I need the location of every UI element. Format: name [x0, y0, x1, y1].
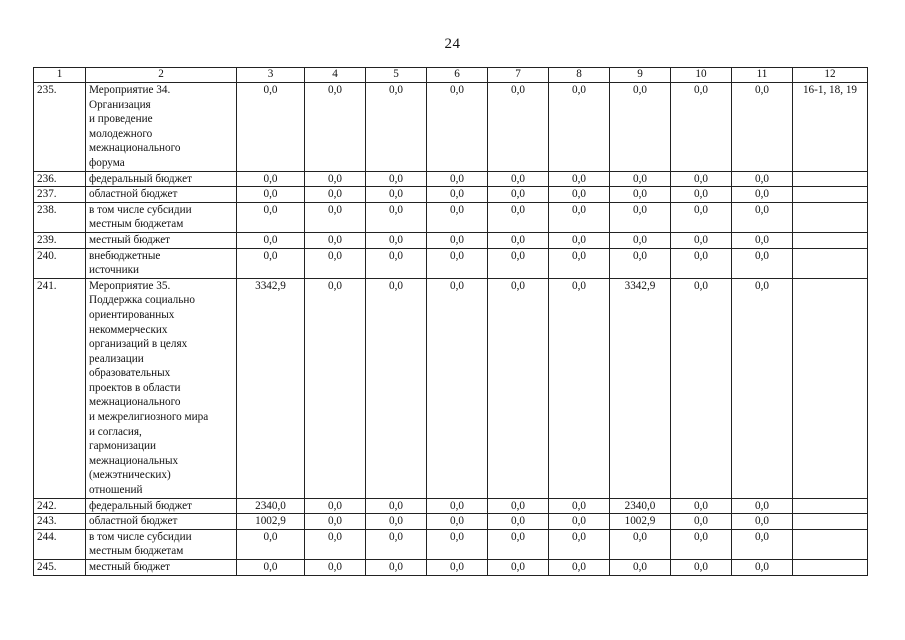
row-name: местный бюджет — [86, 232, 237, 248]
value-cell-col-3: 0,0 — [237, 171, 305, 187]
row-number: 244. — [34, 529, 86, 559]
value-cell-col-9: 0,0 — [610, 187, 671, 203]
value-cell-col-5: 0,0 — [366, 248, 427, 278]
table-body — [34, 83, 868, 576]
value-cell-col-11: 0,0 — [732, 498, 793, 514]
value-cell-col-7: 0,0 — [488, 187, 549, 203]
value-cell-col-11: 0,0 — [732, 560, 793, 576]
value-cell-col-8: 0,0 — [549, 248, 610, 278]
value-cell-col-3: 0,0 — [237, 202, 305, 232]
value-cell-col-11: 0,0 — [732, 278, 793, 498]
row-number: 239. — [34, 232, 86, 248]
column-header-8: 8 — [549, 68, 610, 83]
value-cell-col-7: 0,0 — [488, 560, 549, 576]
value-cell-col-5: 0,0 — [366, 187, 427, 203]
value-cell-col-11: 0,0 — [732, 171, 793, 187]
value-cell-col-4: 0,0 — [305, 560, 366, 576]
value-cell-col-3: 1002,9 — [237, 514, 305, 530]
value-cell-col-4: 0,0 — [305, 232, 366, 248]
table-row — [34, 278, 868, 498]
value-cell-col-11: 0,0 — [732, 514, 793, 530]
value-cell-col-9: 0,0 — [610, 83, 671, 172]
value-cell-col-9: 0,0 — [610, 248, 671, 278]
table-row — [34, 514, 868, 530]
value-cell-col-6: 0,0 — [427, 248, 488, 278]
column-header-12: 12 — [793, 68, 868, 83]
value-cell-col-8: 0,0 — [549, 278, 610, 498]
value-cell-col-5: 0,0 — [366, 83, 427, 172]
value-cell-col-6: 0,0 — [427, 514, 488, 530]
row-name: местный бюджет — [86, 560, 237, 576]
row-number: 245. — [34, 560, 86, 576]
value-cell-col-6: 0,0 — [427, 529, 488, 559]
value-cell-col-4: 0,0 — [305, 248, 366, 278]
value-cell-col-11: 0,0 — [732, 529, 793, 559]
value-cell-col-4: 0,0 — [305, 514, 366, 530]
row-number: 235. — [34, 83, 86, 172]
budget-table — [33, 67, 868, 576]
row-name: областной бюджет — [86, 514, 237, 530]
value-cell-col-10: 0,0 — [671, 83, 732, 172]
value-cell-col-3: 3342,9 — [237, 278, 305, 498]
value-cell-col-5: 0,0 — [366, 514, 427, 530]
value-cell-col-4: 0,0 — [305, 83, 366, 172]
column-header-10: 10 — [671, 68, 732, 83]
row-name: федеральный бюджет — [86, 498, 237, 514]
row-number: 237. — [34, 187, 86, 203]
value-cell-col-4: 0,0 — [305, 202, 366, 232]
table-row — [34, 529, 868, 559]
table-row — [34, 202, 868, 232]
indicator-ref — [793, 202, 868, 232]
value-cell-col-5: 0,0 — [366, 202, 427, 232]
value-cell-col-10: 0,0 — [671, 514, 732, 530]
indicator-ref: 16-1, 18, 19 — [793, 83, 868, 172]
value-cell-col-11: 0,0 — [732, 232, 793, 248]
value-cell-col-4: 0,0 — [305, 498, 366, 514]
value-cell-col-8: 0,0 — [549, 529, 610, 559]
value-cell-col-8: 0,0 — [549, 187, 610, 203]
value-cell-col-7: 0,0 — [488, 248, 549, 278]
column-header-11: 11 — [732, 68, 793, 83]
value-cell-col-8: 0,0 — [549, 498, 610, 514]
value-cell-col-9: 0,0 — [610, 529, 671, 559]
value-cell-col-4: 0,0 — [305, 529, 366, 559]
value-cell-col-8: 0,0 — [549, 560, 610, 576]
value-cell-col-10: 0,0 — [671, 171, 732, 187]
value-cell-col-10: 0,0 — [671, 278, 732, 498]
value-cell-col-8: 0,0 — [549, 232, 610, 248]
value-cell-col-7: 0,0 — [488, 529, 549, 559]
value-cell-col-5: 0,0 — [366, 560, 427, 576]
row-number: 243. — [34, 514, 86, 530]
row-number: 238. — [34, 202, 86, 232]
value-cell-col-6: 0,0 — [427, 232, 488, 248]
value-cell-col-6: 0,0 — [427, 202, 488, 232]
table-row — [34, 232, 868, 248]
indicator-ref — [793, 278, 868, 498]
column-header-7: 7 — [488, 68, 549, 83]
page-number: 24 — [444, 36, 461, 52]
row-number: 240. — [34, 248, 86, 278]
value-cell-col-7: 0,0 — [488, 171, 549, 187]
value-cell-col-10: 0,0 — [671, 560, 732, 576]
value-cell-col-4: 0,0 — [305, 278, 366, 498]
value-cell-col-3: 0,0 — [237, 529, 305, 559]
column-header-5: 5 — [366, 68, 427, 83]
table-row — [34, 187, 868, 203]
column-header-6: 6 — [427, 68, 488, 83]
value-cell-col-3: 0,0 — [237, 248, 305, 278]
value-cell-col-8: 0,0 — [549, 514, 610, 530]
value-cell-col-11: 0,0 — [732, 248, 793, 278]
value-cell-col-7: 0,0 — [488, 278, 549, 498]
row-name: Мероприятие 35. Поддержка социально ориентированных некоммерческих организаций в целях реализации образовательных проектов в области межнационального и межрелигиозного мира и согласия, гармонизации межнациональных (межэтнических) отношений — [86, 278, 237, 498]
value-cell-col-11: 0,0 — [732, 83, 793, 172]
value-cell-col-9: 3342,9 — [610, 278, 671, 498]
value-cell-col-9: 0,0 — [610, 171, 671, 187]
column-header-3: 3 — [237, 68, 305, 83]
row-name: в том числе субсидии местным бюджетам — [86, 529, 237, 559]
value-cell-col-9: 0,0 — [610, 232, 671, 248]
value-cell-col-6: 0,0 — [427, 278, 488, 498]
indicator-ref — [793, 514, 868, 530]
column-header-2: 2 — [86, 68, 237, 83]
value-cell-col-10: 0,0 — [671, 232, 732, 248]
indicator-ref — [793, 248, 868, 278]
value-cell-col-8: 0,0 — [549, 202, 610, 232]
value-cell-col-11: 0,0 — [732, 187, 793, 203]
indicator-ref — [793, 171, 868, 187]
value-cell-col-8: 0,0 — [549, 83, 610, 172]
value-cell-col-7: 0,0 — [488, 83, 549, 172]
table-row — [34, 248, 868, 278]
value-cell-col-10: 0,0 — [671, 498, 732, 514]
value-cell-col-6: 0,0 — [427, 171, 488, 187]
column-header-9: 9 — [610, 68, 671, 83]
column-number-row — [34, 68, 868, 83]
value-cell-col-5: 0,0 — [366, 498, 427, 514]
value-cell-col-7: 0,0 — [488, 202, 549, 232]
value-cell-col-3: 0,0 — [237, 560, 305, 576]
row-name: внебюджетные источники — [86, 248, 237, 278]
value-cell-col-9: 0,0 — [610, 560, 671, 576]
table-row — [34, 171, 868, 187]
row-name: федеральный бюджет — [86, 171, 237, 187]
value-cell-col-7: 0,0 — [488, 232, 549, 248]
value-cell-col-3: 0,0 — [237, 83, 305, 172]
value-cell-col-10: 0,0 — [671, 529, 732, 559]
value-cell-col-9: 2340,0 — [610, 498, 671, 514]
table-row — [34, 83, 868, 172]
value-cell-col-11: 0,0 — [732, 202, 793, 232]
row-name: областной бюджет — [86, 187, 237, 203]
column-header-1: 1 — [34, 68, 86, 83]
column-header-4: 4 — [305, 68, 366, 83]
value-cell-col-5: 0,0 — [366, 171, 427, 187]
value-cell-col-10: 0,0 — [671, 202, 732, 232]
value-cell-col-6: 0,0 — [427, 498, 488, 514]
value-cell-col-5: 0,0 — [366, 232, 427, 248]
value-cell-col-7: 0,0 — [488, 498, 549, 514]
value-cell-col-10: 0,0 — [671, 187, 732, 203]
indicator-ref — [793, 529, 868, 559]
indicator-ref — [793, 187, 868, 203]
row-name: Мероприятие 34. Организация и проведение молодежного межнационального форума — [86, 83, 237, 172]
value-cell-col-9: 0,0 — [610, 202, 671, 232]
value-cell-col-6: 0,0 — [427, 560, 488, 576]
value-cell-col-4: 0,0 — [305, 187, 366, 203]
value-cell-col-9: 1002,9 — [610, 514, 671, 530]
row-name: в том числе субсидии местным бюджетам — [86, 202, 237, 232]
value-cell-col-6: 0,0 — [427, 187, 488, 203]
value-cell-col-3: 2340,0 — [237, 498, 305, 514]
row-number: 236. — [34, 171, 86, 187]
indicator-ref — [793, 498, 868, 514]
value-cell-col-6: 0,0 — [427, 83, 488, 172]
table-row — [34, 498, 868, 514]
value-cell-col-5: 0,0 — [366, 278, 427, 498]
row-number: 242. — [34, 498, 86, 514]
indicator-ref — [793, 232, 868, 248]
value-cell-col-5: 0,0 — [366, 529, 427, 559]
value-cell-col-3: 0,0 — [237, 187, 305, 203]
value-cell-col-10: 0,0 — [671, 248, 732, 278]
value-cell-col-7: 0,0 — [488, 514, 549, 530]
table-row — [34, 560, 868, 576]
indicator-ref — [793, 560, 868, 576]
value-cell-col-8: 0,0 — [549, 171, 610, 187]
value-cell-col-3: 0,0 — [237, 232, 305, 248]
row-number: 241. — [34, 278, 86, 498]
value-cell-col-4: 0,0 — [305, 171, 366, 187]
